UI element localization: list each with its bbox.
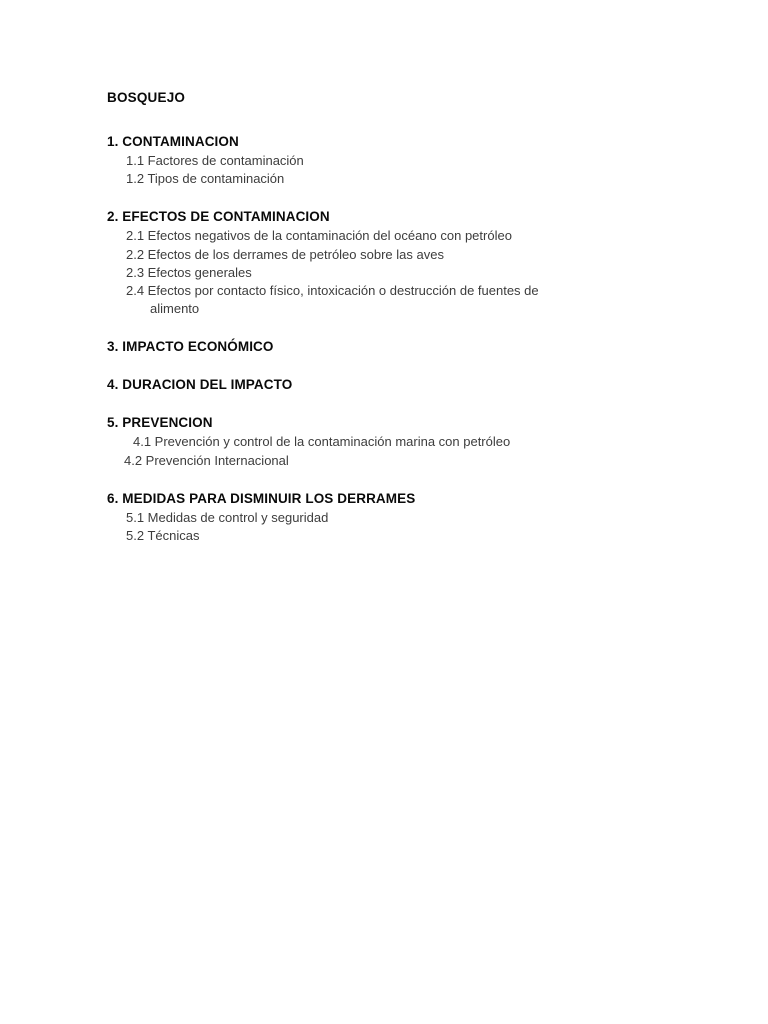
subitem-continuation-text: alimento	[150, 301, 200, 317]
subitem-text: 4.2 Prevención Internacional	[124, 452, 289, 468]
section-subitem-list	[107, 509, 667, 545]
outline-section	[107, 490, 667, 545]
section-heading: 1. CONTAMINACION	[107, 134, 239, 149]
section-subitem	[126, 227, 667, 245]
section-subitem	[126, 264, 667, 282]
section-heading: 5. PREVENCION	[107, 415, 213, 431]
section-heading: 4. DURACION DEL IMPACTO	[107, 377, 293, 393]
subitem-text: 2.1 Efectos negativos de la contaminación del océano con petróleo	[126, 228, 512, 244]
section-subitem	[126, 527, 667, 545]
section-heading: 6. MEDIDAS PARA DISMINUIR LOS DERRAMES	[107, 490, 416, 506]
section-subitem	[126, 509, 667, 527]
subitem-text: 4.1 Prevención y control de la contaminación marina con petróleo	[133, 434, 511, 450]
outline-sections	[107, 133, 667, 545]
outline-section	[107, 133, 667, 188]
section-heading: 3. IMPACTO ECONÓMICO	[107, 339, 274, 355]
section-subitem-list	[107, 433, 667, 469]
section-subitem	[126, 282, 667, 318]
outline-section	[107, 208, 667, 318]
subitem-text: 5.1 Medidas de control y seguridad	[126, 509, 329, 525]
subitem-text: 2.4 Efectos por contacto físico, intoxicación o destrucción de fuentes de	[126, 283, 539, 299]
document-body	[107, 90, 667, 565]
outline-section	[107, 414, 667, 469]
subitem-text: 2.2 Efectos de los derrames de petróleo sobre las aves	[126, 246, 444, 262]
outline-section	[107, 376, 667, 393]
section-subitem	[133, 433, 667, 451]
section-subitem	[124, 452, 667, 470]
subitem-text: 1.2 Tipos de contaminación	[126, 171, 285, 187]
outline-section	[107, 338, 667, 355]
subitem-text: 1.1 Factores de contaminación	[126, 153, 304, 168]
section-subitem	[126, 152, 667, 170]
document-title: BOSQUEJO	[107, 90, 186, 105]
section-heading: 2. EFECTOS DE CONTAMINACION	[107, 209, 330, 225]
section-subitem-list	[107, 227, 667, 318]
section-subitem	[126, 246, 667, 264]
section-subitem	[126, 170, 667, 188]
subitem-text: 2.3 Efectos generales	[126, 264, 252, 280]
subitem-text: 5.2 Técnicas	[126, 528, 200, 544]
section-subitem-list	[107, 152, 667, 188]
